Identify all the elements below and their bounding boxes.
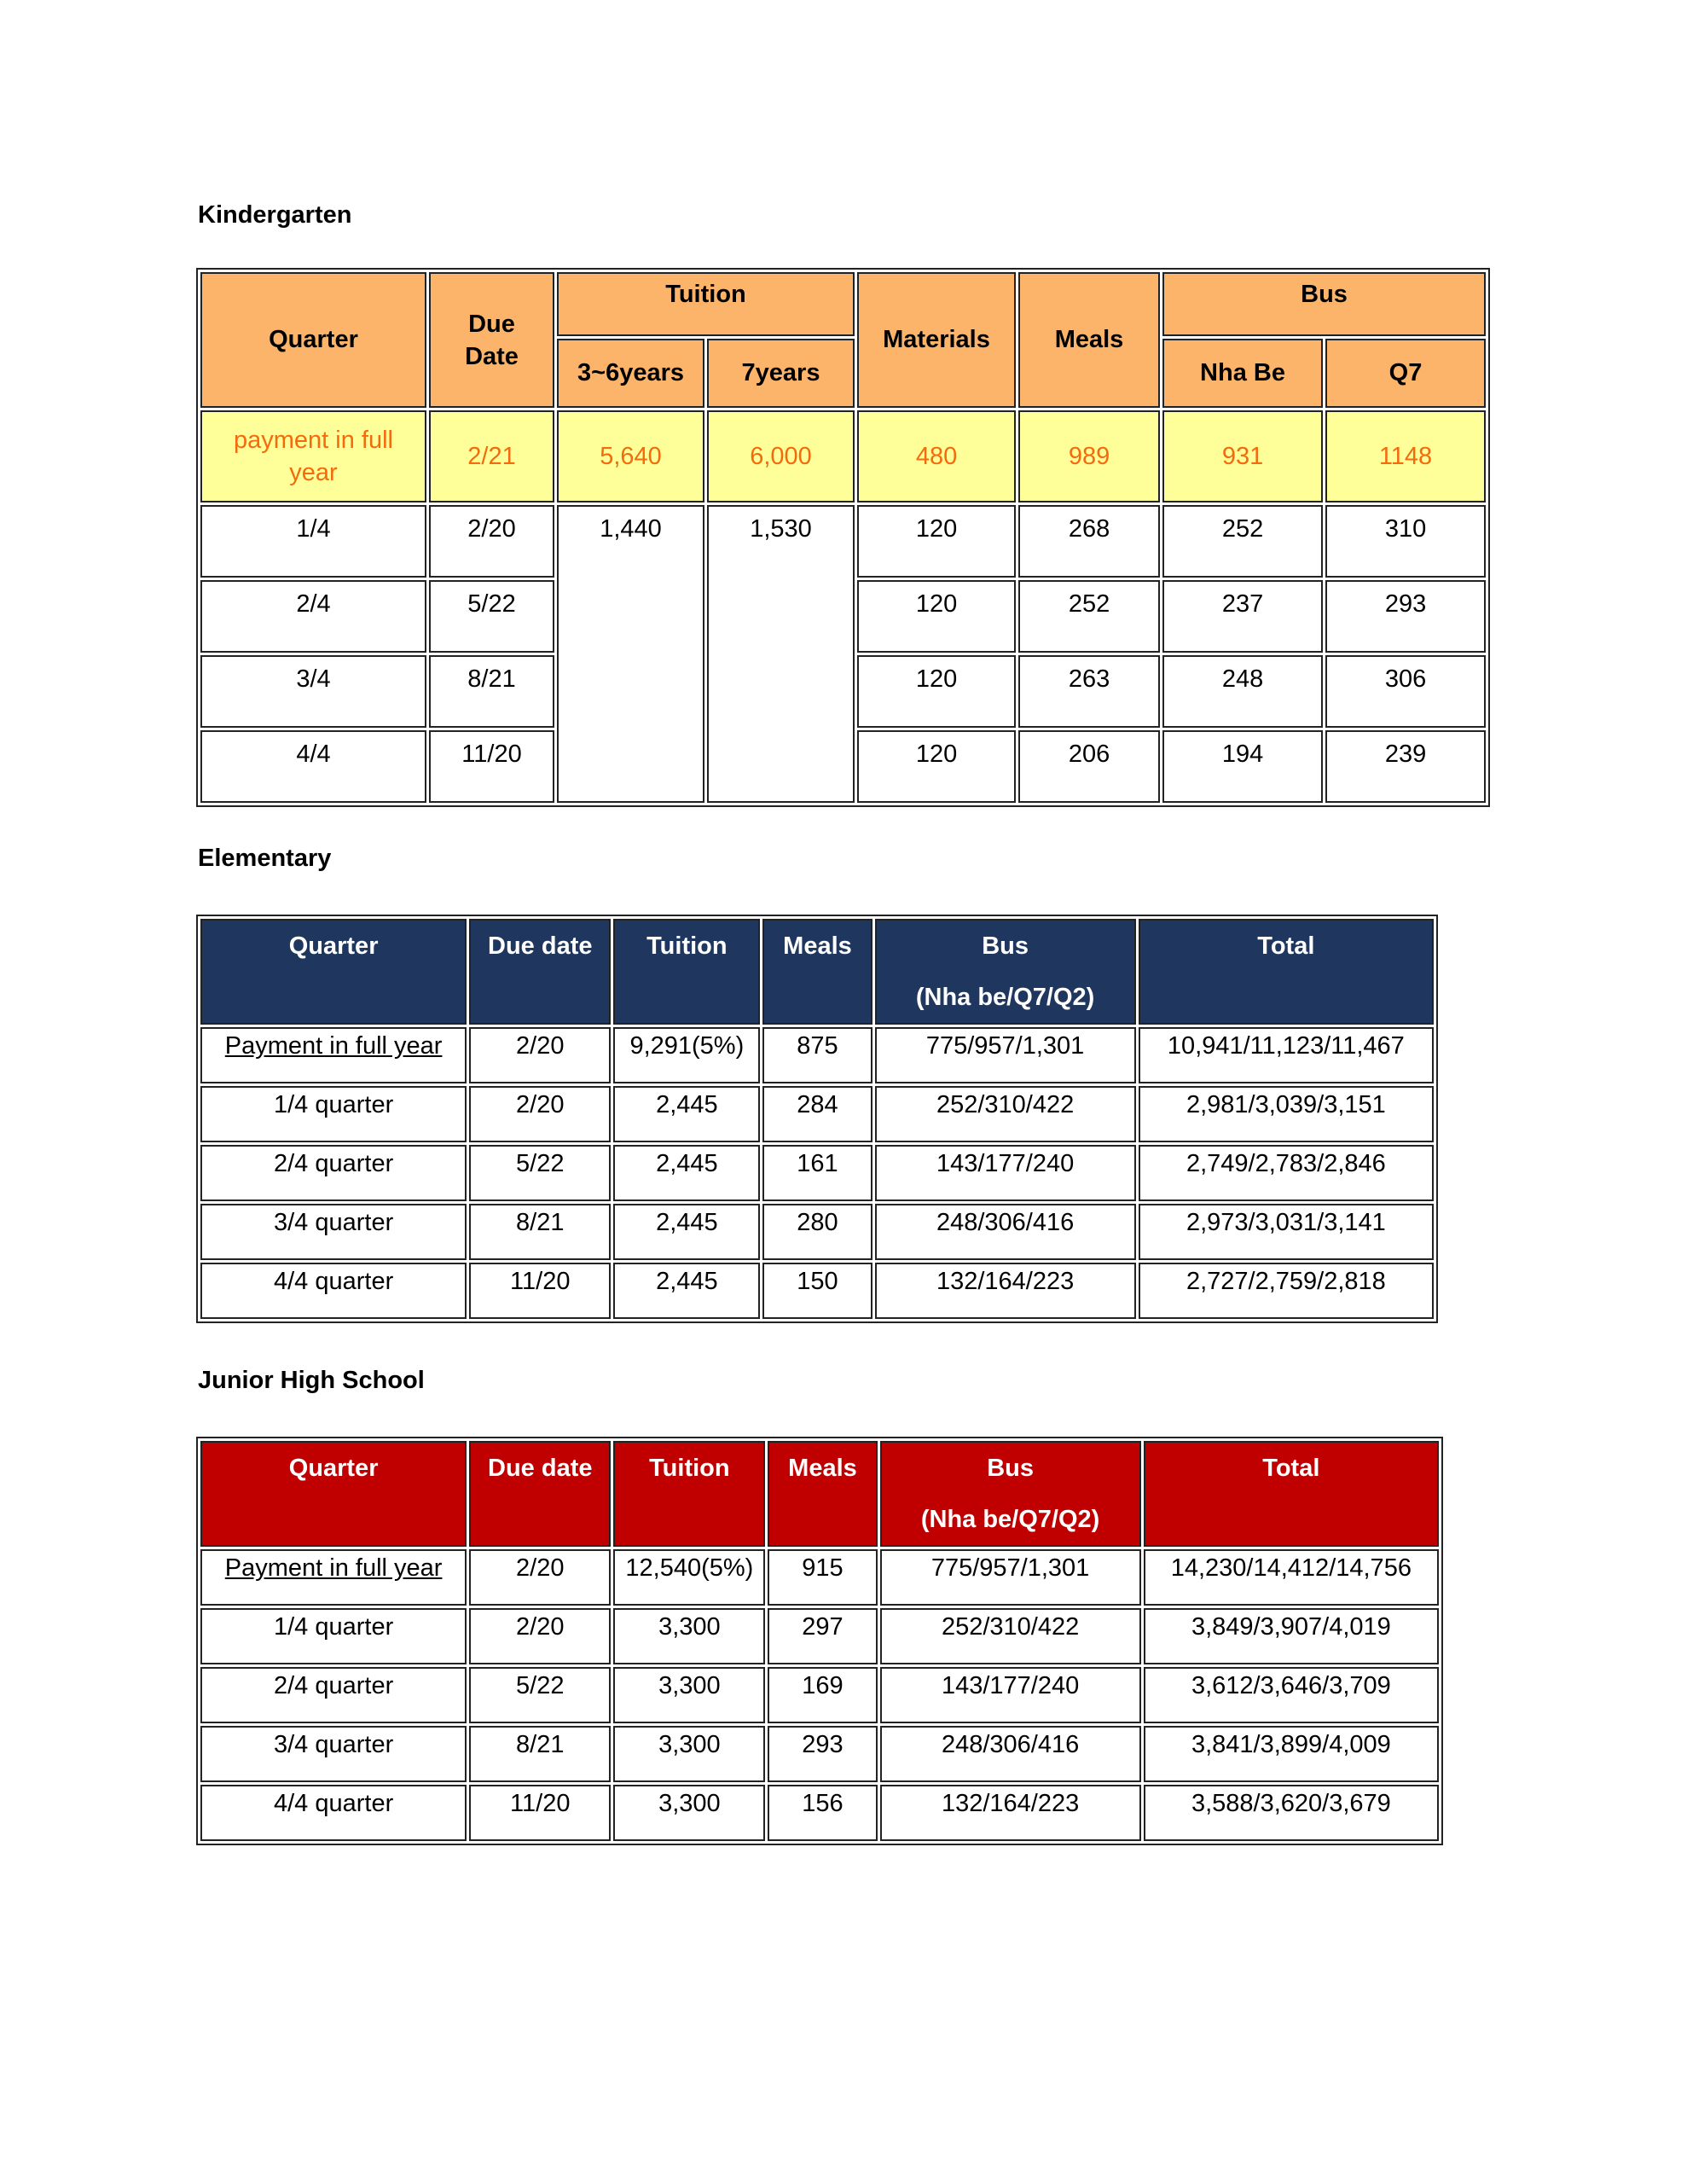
jh-tuition: 3,300 [613,1608,765,1664]
el-header-quarter: Quarter [200,919,467,1025]
kg-header-bus-q7: Q7 [1325,339,1486,408]
el-quarter [200,1027,467,1083]
jh-bus: 252/310/422 [880,1608,1141,1664]
jh-due: 8/21 [469,1726,611,1782]
kg-due: 11/20 [429,730,554,803]
kg-materials: 120 [857,505,1016,578]
el-quarter: 1/4 quarter [200,1086,467,1142]
table-row [200,1086,1434,1142]
el-quarter: 4/4 quarter [200,1263,467,1319]
jh-total: 3,849/3,907/4,019 [1144,1608,1439,1664]
kg-due: 2/20 [429,505,554,578]
el-total: 10,941/11,123/11,467 [1139,1027,1434,1083]
jh-quarter: 3/4 quarter [200,1726,467,1782]
jh-bus: 132/164/223 [880,1785,1141,1841]
el-tuition: 2,445 [613,1263,760,1319]
kg-meals: 206 [1018,730,1160,803]
kg-materials: 120 [857,580,1016,653]
jh-header-meals: Meals [768,1441,877,1547]
el-due: 2/20 [469,1086,611,1142]
el-tuition: 9,291(5%) [613,1027,760,1083]
kg-due: 5/22 [429,580,554,653]
jh-bus: 143/177/240 [880,1667,1141,1723]
el-tuition: 2,445 [613,1145,760,1201]
kg-full-quarter: payment in full year [200,410,426,502]
kg-meals: 252 [1018,580,1160,653]
el-meals: 161 [762,1145,872,1201]
elementary-fee-table [196,915,1438,1323]
kg-materials: 120 [857,730,1016,803]
kg-header-materials: Materials [857,272,1016,408]
el-tuition: 2,445 [613,1204,760,1260]
kg-bus-nhabe: 237 [1162,580,1323,653]
el-due: 11/20 [469,1263,611,1319]
el-header-bus-label: Bus [982,932,1029,960]
jh-due: 2/20 [469,1549,611,1606]
jh-header-quarter: Quarter [200,1441,467,1547]
kg-bus-q7: 293 [1325,580,1486,653]
jh-tuition: 3,300 [613,1726,765,1782]
jh-quarter: 4/4 quarter [200,1785,467,1841]
jh-quarter: 1/4 quarter [200,1608,467,1664]
jh-tuition: 12,540(5%) [613,1549,765,1606]
jh-total: 3,588/3,620/3,679 [1144,1785,1439,1841]
el-meals: 875 [762,1027,872,1083]
kg-meals: 268 [1018,505,1160,578]
el-due: 8/21 [469,1204,611,1260]
kg-quarter: 3/4 [200,655,426,728]
jh-header-bus-sub: (Nha be/Q7/Q2) [920,1506,1100,1533]
kg-header-tuition-3-6: 3~6years [557,339,704,408]
jh-bus: 248/306/416 [880,1726,1141,1782]
kg-full-year-row [200,410,1486,502]
el-bus: 775/957/1,301 [875,1027,1136,1083]
el-total: 2,749/2,783/2,846 [1139,1145,1434,1201]
jh-header-bus-label: Bus [987,1455,1034,1482]
el-due: 2/20 [469,1027,611,1083]
jh-quarter-label: Payment in full year [224,1554,443,1582]
jh-bus: 775/957/1,301 [880,1549,1141,1606]
jh-total: 3,841/3,899/4,009 [1144,1726,1439,1782]
kindergarten-header-row [200,272,1486,336]
junior-high-heading: Junior High School [198,1367,425,1394]
el-quarter: 3/4 quarter [200,1204,467,1260]
kg-full-bus-nhabe: 931 [1162,410,1323,502]
kg-header-bus: Bus [1162,272,1486,336]
kg-quarter: 4/4 [200,730,426,803]
kg-bus-q7: 310 [1325,505,1486,578]
jh-meals: 169 [768,1667,877,1723]
jh-quarter: 2/4 quarter [200,1667,467,1723]
el-header-tuition: Tuition [613,919,760,1025]
kindergarten-heading: Kindergarten [198,201,352,229]
jh-meals: 915 [768,1549,877,1606]
jh-due: 5/22 [469,1667,611,1723]
jh-meals: 156 [768,1785,877,1841]
el-quarter: 2/4 quarter [200,1145,467,1201]
kg-bus-nhabe: 194 [1162,730,1323,803]
el-total: 2,981/3,039/3,151 [1139,1086,1434,1142]
el-due: 5/22 [469,1145,611,1201]
kg-header-tuition-7: 7years [707,339,855,408]
kg-header-quarter: Quarter [200,272,426,408]
el-quarter-label: Payment in full year [224,1032,443,1060]
elementary-heading: Elementary [198,845,332,872]
jh-due: 11/20 [469,1785,611,1841]
table-row [200,1549,1439,1606]
kg-header-meals: Meals [1018,272,1160,408]
kg-header-bus-nhabe: Nha Be [1162,339,1323,408]
kg-full-meals: 989 [1018,410,1160,502]
el-bus: 143/177/240 [875,1145,1136,1201]
el-tuition: 2,445 [613,1086,760,1142]
kg-full-tuition-7: 6,000 [707,410,855,502]
el-total: 2,973/3,031/3,141 [1139,1204,1434,1260]
jh-header-due-date: Due date [469,1441,611,1547]
kg-full-due: 2/21 [429,410,554,502]
kg-full-materials: 480 [857,410,1016,502]
table-row [200,1027,1434,1083]
kg-header-tuition: Tuition [557,272,855,336]
table-row [200,1263,1434,1319]
table-row [200,1667,1439,1723]
table-row [200,1726,1439,1782]
kg-quarter-tuition-7: 1,530 [707,505,855,803]
kg-bus-q7: 239 [1325,730,1486,803]
kg-full-bus-q7: 1148 [1325,410,1486,502]
el-header-due-date: Due date [469,919,611,1025]
el-bus: 252/310/422 [875,1086,1136,1142]
kg-quarter-tuition-3-6: 1,440 [557,505,704,803]
kg-quarter: 1/4 [200,505,426,578]
table-row [200,1785,1439,1841]
jh-header-bus [880,1441,1141,1547]
jh-header-tuition: Tuition [613,1441,765,1547]
jh-due: 2/20 [469,1608,611,1664]
el-total: 2,727/2,759/2,818 [1139,1263,1434,1319]
kg-quarter: 2/4 [200,580,426,653]
jh-quarter [200,1549,467,1606]
jh-total: 3,612/3,646/3,709 [1144,1667,1439,1723]
jh-meals: 297 [768,1608,877,1664]
kg-full-tuition-3-6: 5,640 [557,410,704,502]
el-bus: 248/306/416 [875,1204,1136,1260]
el-header-bus [875,919,1136,1025]
jh-meals: 293 [768,1726,877,1782]
table-row [200,1145,1434,1201]
kg-bus-nhabe: 252 [1162,505,1323,578]
table-row [200,505,1486,578]
el-meals: 150 [762,1263,872,1319]
junior-high-header-row [200,1441,1439,1547]
kg-bus-q7: 306 [1325,655,1486,728]
kg-bus-nhabe: 248 [1162,655,1323,728]
kg-header-due-date [429,272,554,408]
jh-tuition: 3,300 [613,1667,765,1723]
jh-tuition: 3,300 [613,1785,765,1841]
el-bus: 132/164/223 [875,1263,1136,1319]
elementary-header-row [200,919,1434,1025]
el-meals: 280 [762,1204,872,1260]
kindergarten-fee-table [196,268,1490,807]
kg-header-due-date-label: Due Date [465,310,519,370]
kg-materials: 120 [857,655,1016,728]
table-row [200,1608,1439,1664]
jh-total: 14,230/14,412/14,756 [1144,1549,1439,1606]
el-header-bus-sub: (Nha be/Q7/Q2) [915,984,1095,1011]
kg-due: 8/21 [429,655,554,728]
el-header-total: Total [1139,919,1434,1025]
el-header-meals: Meals [762,919,872,1025]
table-row [200,1204,1434,1260]
jh-header-total: Total [1144,1441,1439,1547]
el-meals: 284 [762,1086,872,1142]
junior-high-fee-table [196,1437,1443,1845]
kg-meals: 263 [1018,655,1160,728]
